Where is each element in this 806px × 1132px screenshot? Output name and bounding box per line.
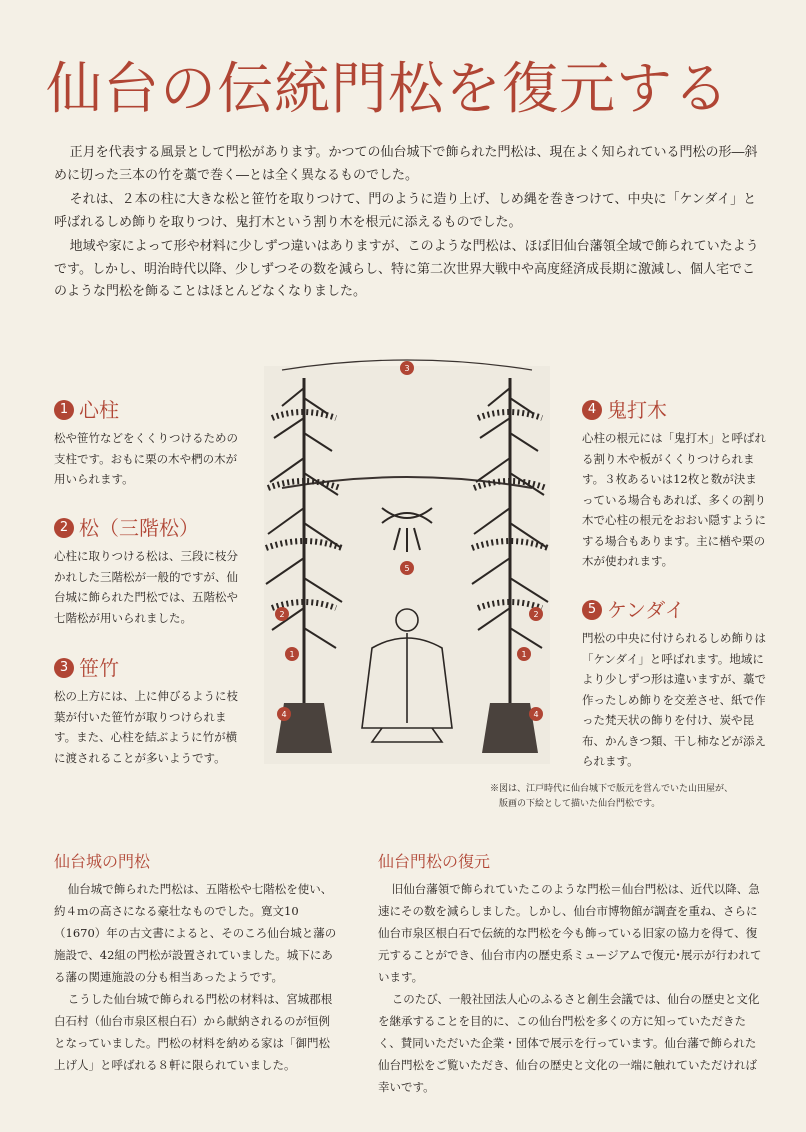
svg-text:3: 3 — [404, 364, 410, 373]
marker-1-left — [285, 647, 299, 661]
part-description: 門松の中央に付けられるしめ飾りは「ケンダイ」と呼ばれます。地域により少しずつ形は違いますが、藁で作ったしめ飾りを交差させ、紙で作った梵天状の飾りを付け、炭や昆布、かんきつ類、干し柿などが添えられます。 — [582, 631, 766, 768]
intro-text — [54, 142, 766, 306]
part-kendai — [582, 596, 766, 772]
svg-text:1: 1 — [521, 650, 527, 659]
marker-4-left — [277, 707, 291, 721]
section-paragraph: 仙台城で飾られた門松は、五階松や七階松を使い、約４ｍの高さになる豪壮なものでした。寛文10（1670）年の古文書によると、そのころ仙台城と藩の施設で、42組の門松が設置されていました。城下にある藩の関連施設の分も相当あったようです。 — [54, 882, 337, 984]
part-title: 笹竹 — [79, 656, 119, 680]
svg-text:4: 4 — [533, 710, 539, 719]
part-matsu — [54, 514, 240, 628]
marker-1-right — [517, 647, 531, 661]
part-number-badge: 2 — [54, 518, 74, 538]
section-sendai-castle-kadomatsu — [54, 850, 338, 1076]
section-heading: 仙台門松の復元 — [378, 852, 491, 871]
intro-paragraph: 地域や家によって形や材料に少しずつ違いはありますが、このような門松は、ほぼ旧仙台藩領全域で飾られていたようです。しかし、明治時代以降、少しずつその数を減らし、特に第二次世界大戦中や高度経済成長期に激減し、個人宅でこのような門松を飾ることはほとんどなくなりました。 — [54, 239, 759, 299]
section-paragraph: このたび、一般社団法人心のふるさと創生会議では、仙台の歴史と文化を継承することを目的に、この仙台門松を多くの方に知っていただきたく、賛同いただいた企業・団体で展示を行っています。仙台藩で飾られた仙台門松をご覧いただき、仙台の歴史と文化の一端に触れていただければ幸いです。 — [378, 992, 760, 1094]
kadomatsu-illustration — [262, 358, 552, 768]
svg-text:2: 2 — [279, 610, 285, 619]
section-paragraph: こうした仙台城で飾られる門松の材料は、宮城郡根白石村（仙台市泉区根白石）から献納されるのが恒例となっていました。門松の材料を納める家は「御門松上げ人」と呼ばれる８軒に限られていました。 — [54, 992, 333, 1072]
note-line: 版画の下絵として描いた仙台門松です。 — [499, 799, 661, 809]
svg-text:4: 4 — [281, 710, 287, 719]
intro-paragraph: それは、２本の柱に大きな松と笹竹を取りつけて、門のように造り上げ、しめ縄を巻きつけて、中央に「ケンダイ」と呼ばれるしめ飾りを取りつけ、鬼打木という割り木を根元に添えるものでした。 — [54, 192, 757, 230]
part-title: ケンダイ — [607, 598, 685, 622]
marker-4-right — [529, 707, 543, 721]
illustration-note — [490, 782, 780, 812]
part-number-badge: 5 — [582, 600, 602, 620]
part-description: 松の上方には、上に伸びるように枝葉が付いた笹竹が取りつけられます。また、心柱を結ぶように竹が横に渡されることが多いようです。 — [54, 689, 238, 765]
part-number-badge: 3 — [54, 658, 74, 678]
marker-5 — [400, 561, 414, 575]
section-heading: 仙台城の門松 — [54, 852, 151, 871]
note-line: ※図は、江戸時代に仙台城下で版元を営んでいた山田屋が、 — [490, 784, 734, 794]
part-description: 心柱に取りつける松は、三段に枝分かれした三階松が一般的ですが、仙台城に飾られた門松では、五階松や七階松が用いられました。 — [54, 549, 238, 625]
page-title: 仙台の伝統門松を復元する — [46, 57, 730, 122]
part-number-badge: 1 — [54, 400, 74, 420]
part-title: 心柱 — [79, 398, 119, 422]
marker-2-left — [275, 607, 289, 621]
part-sasatake — [54, 654, 240, 768]
part-description: 松や笹竹などをくくりつけるための支柱です。おもに栗の木や椚の木が用いられます。 — [54, 431, 238, 486]
part-number-badge: 4 — [582, 400, 602, 420]
marker-3-top — [400, 361, 414, 375]
svg-text:5: 5 — [404, 564, 410, 573]
svg-text:2: 2 — [533, 610, 539, 619]
part-title: 松（三階松） — [79, 516, 199, 540]
marker-2-right — [529, 607, 543, 621]
svg-text:1: 1 — [289, 650, 295, 659]
part-title: 鬼打木 — [607, 398, 667, 422]
section-restoration — [378, 850, 766, 1098]
part-description: 心柱の根元には「鬼打木」と呼ばれる割り木や板がくくりつけられます。３枚あるいは12枚と数が決まっている場合もあれば、多くの割り木で心柱の根元をおおい隠すようにする場合もあります。主に楢や栗の木が使われます。 — [582, 431, 766, 568]
intro-paragraph: 正月を代表する風景として門松があります。かつての仙台城下で飾られた門松は、現在よく知られている門松の形―斜めに切った三本の竹を藁で巻く―とは全く異なるものでした。 — [54, 145, 758, 183]
section-paragraph: 旧仙台藩領で飾られていたこのような門松＝仙台門松は、近代以降、急速にその数を減らしました。しかし、仙台市博物館が調査を重ね、さらに仙台市泉区根白石で伝統的な門松を今も飾っている旧家の協力を得て、復元することができ、仙台市内の歴史系ミュージアムで復元･展示が行われています。 — [378, 882, 762, 984]
right-oniuchigi-base — [482, 703, 538, 753]
part-oniuchigi — [582, 396, 766, 572]
part-shinbashira — [54, 396, 240, 490]
